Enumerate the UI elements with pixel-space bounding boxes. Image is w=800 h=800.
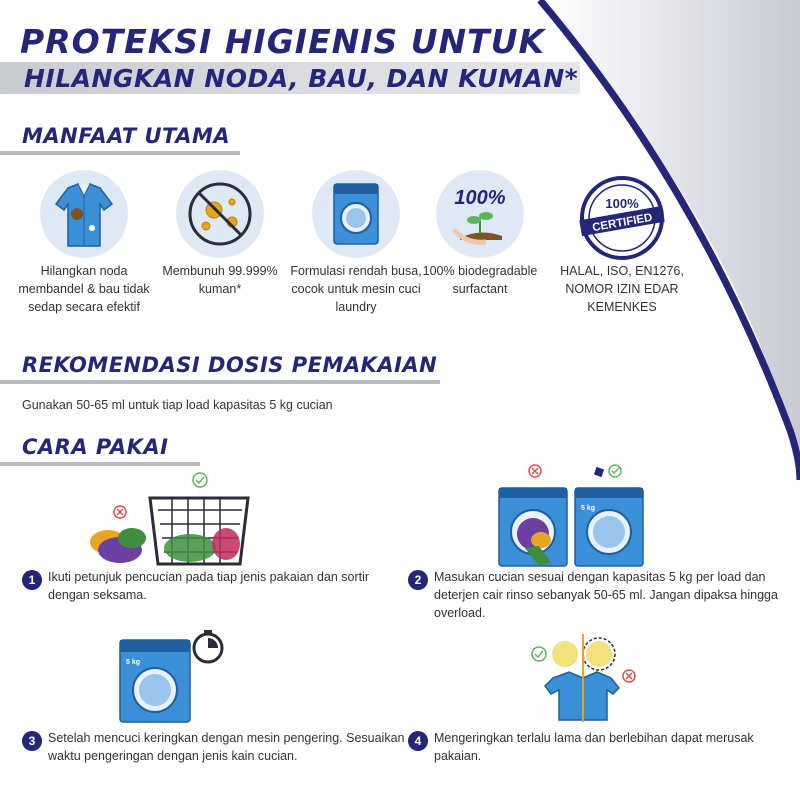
certified-badge-top: 100% xyxy=(605,196,639,211)
benefit-caption-stain: Hilangkan noda membandel & bau tidak sedap secara efektif xyxy=(18,264,150,314)
biodegradable-plant-icon xyxy=(436,170,524,258)
certified-badge-bottom: CERTIFIED xyxy=(591,211,654,235)
benefits-heading: MANFAAT UTAMA xyxy=(22,124,231,148)
benefit-caption-germs: Membunuh 99.999% kuman* xyxy=(162,264,278,296)
step-text: Masukan cucian sesuai dengan kapasitas 5 kg per load dan deterjen cair rinso sebanyak 50-65 ml. Jangan dipaksa hingga overload. xyxy=(434,570,778,620)
usage-heading: CARA PAKAI xyxy=(22,435,169,459)
step-number: 2 xyxy=(408,570,428,590)
benefit-caption-lowfoam: Formulasi rendah busa, cocok untuk mesin cuci laundry xyxy=(290,264,422,314)
dryer-machine-illustration xyxy=(118,628,228,724)
dosage-divider xyxy=(0,380,440,384)
no-germs-icon xyxy=(176,170,264,258)
dosage-heading: REKOMENDASI DOSIS PEMAKAIAN xyxy=(22,353,438,377)
machine-capacity-label: 5 kg xyxy=(126,659,141,666)
step-number: 4 xyxy=(408,731,428,751)
step-number: 1 xyxy=(22,570,42,590)
washing-machine-icon xyxy=(312,170,400,258)
loading-machines-illustration xyxy=(495,462,645,572)
benefit-caption-certified: HALAL, ISO, EN1276, NOMOR IZIN EDAR KEMENKES xyxy=(560,264,684,314)
usage-divider xyxy=(0,462,200,466)
step-number: 3 xyxy=(22,731,42,751)
check-icon xyxy=(193,473,207,487)
benefit-caption-biodegradable: 100% biodegradable surfactant xyxy=(422,264,538,296)
machine-capacity-label: 5 kg xyxy=(581,505,596,512)
biodegradable-badge-text: 100% xyxy=(454,187,506,209)
page-subtitle: HILANGKAN NODA, BAU, DAN KUMAN* xyxy=(24,64,579,93)
step-text: Mengeringkan terlalu lama dan berlebihan dapat merusak pakaian. xyxy=(434,731,754,763)
benefits-divider xyxy=(0,151,240,155)
page-title: PROTEKSI HIGIENIS UNTUK xyxy=(20,22,546,61)
sorting-laundry-illustration xyxy=(80,470,260,570)
check-icon xyxy=(532,647,546,661)
certified-badge-icon xyxy=(574,170,670,266)
step-text: Ikuti petunjuk pencucian pada tiap jenis pakaian dan sortir dengan seksama. xyxy=(48,570,370,602)
dosage-text: Gunakan 50-65 ml untuk tiap load kapasitas 5 kg cucian xyxy=(22,398,333,412)
shirt-stain-icon xyxy=(40,170,128,258)
overdried-shirt-illustration xyxy=(525,632,645,724)
step-text: Setelah mencuci keringkan dengan mesin pengering. Sesuaikan waktu pengeringan dengan jenis kain cucian. xyxy=(48,731,405,763)
timer-icon xyxy=(194,630,222,662)
